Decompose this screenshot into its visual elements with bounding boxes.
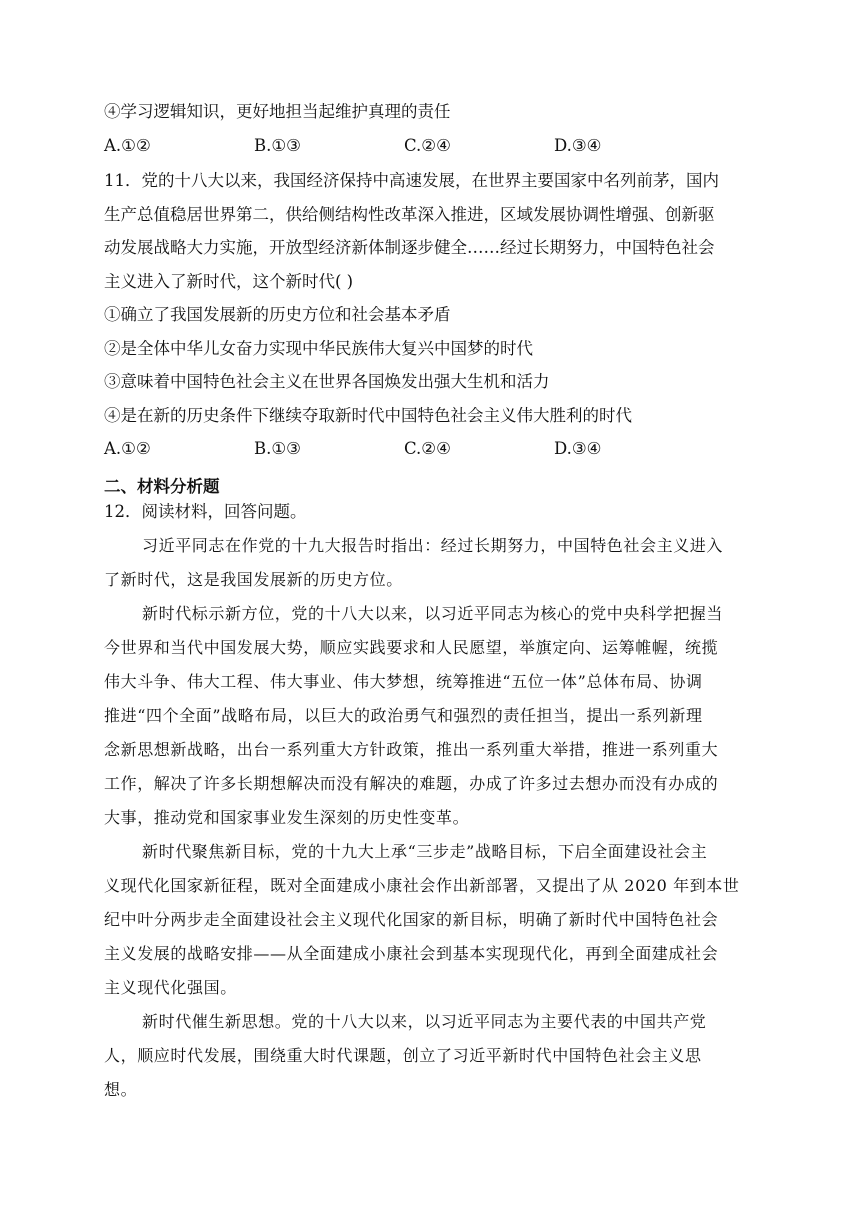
q11-choices xyxy=(104,437,764,461)
q10-choice-d[interactable]: D.③④ xyxy=(554,136,602,155)
q11-choice-b[interactable]: B.①③ xyxy=(254,439,301,458)
paragraph-line: 主义发展的战略安排——从全面建成小康社会到基本实现现代化，再到全面建成社会 xyxy=(104,944,719,963)
q10-option-4: ④学习逻辑知识，更好地担当起维护真理的责任 xyxy=(104,102,451,121)
q11-items xyxy=(104,298,764,432)
material-paragraph xyxy=(104,835,764,1005)
paragraph-line: 义现代化国家新征程，既对全面建成小康社会作出新部署，又提出了从 2020 年到本世 xyxy=(104,876,740,895)
paragraph-line: 念新思想新战略，出台一系列重大方针政策，推出一系列重大举措，推进一系列重大 xyxy=(104,740,719,759)
paragraph-line: 人，顺应时代发展，围绕重大时代课题，创立了习近平新时代中国特色社会主义思 xyxy=(104,1046,702,1065)
q10-choice-a[interactable]: A.①② xyxy=(104,136,151,155)
material-paragraph xyxy=(104,529,764,597)
q11-item-4: ④是在新的历史条件下继续夺取新时代中国特色社会主义伟大胜利的时代 xyxy=(104,405,632,425)
paragraph-line: 纪中叶分两步走全面建设社会主义现代化国家的新目标，明确了新时代中国特色社会 xyxy=(104,910,719,929)
q11-stem-line: 11．党的十八大以来，我国经济保持中高速发展，在世界主要国家中名列前茅，国内 xyxy=(104,171,719,190)
q11-choice-d[interactable]: D.③④ xyxy=(554,439,602,458)
q12-prompt: 12．阅读材料，回答问题。 xyxy=(104,502,307,521)
section-title: 二、材料分析题 xyxy=(104,477,220,496)
q12-material xyxy=(104,529,764,1107)
paragraph-line: 新时代聚焦新目标，党的十九大上承“三步走”战略目标，下启全面建设社会主 xyxy=(142,842,708,861)
material-paragraph xyxy=(104,597,764,835)
paragraph-line: 工作，解决了许多长期想解决而没有解决的难题，办成了许多过去想办而没有办成的 xyxy=(104,774,719,793)
document-page xyxy=(104,100,764,1107)
q11-stem-line: 生产总值稳居世界第二，供给侧结构性改革深入推进，区域发展协调性增强、创新驱 xyxy=(104,204,715,224)
paragraph-line: 新时代催生新思想。党的十八大以来，以习近平同志为主要代表的中国共产党 xyxy=(142,1012,707,1031)
paragraph-line: 了新时代，这是我国发展新的历史方位。 xyxy=(104,570,403,589)
paragraph-line: 习近平同志在作党的十九大报告时指出：经过长期努力，中国特色社会主义进入 xyxy=(142,536,724,555)
paragraph-line: 新时代标示新方位，党的十八大以来，以习近平同志为核心的党中央科学把握当 xyxy=(142,604,724,623)
q11-item-2: ②是全体中华儿女奋力实现中华民族伟大复兴中国梦的时代 xyxy=(104,338,533,358)
material-paragraph xyxy=(104,1005,764,1107)
q11-choice-a[interactable]: A.①② xyxy=(104,439,151,458)
q11-item-1: ①确立了我国发展新的历史方位和社会基本矛盾 xyxy=(104,305,451,324)
paragraph-line: 大事，推动党和国家事业发生深刻的历史性变革。 xyxy=(104,808,470,827)
q10-choices xyxy=(104,134,764,158)
q10-choice-c[interactable]: C.②④ xyxy=(404,136,451,155)
paragraph-line: 今世界和当代中国发展大势，顺应实践要求和人民愿望，举旗定向、运筹帷幄，统揽 xyxy=(104,638,719,657)
q11-stem-line: 主义进入了新时代，这个新时代( ) xyxy=(104,271,354,291)
q11-item-3: ③意味着中国特色社会主义在世界各国焕发出强大生机和活力 xyxy=(104,372,550,391)
paragraph-line: 想。 xyxy=(104,1080,138,1099)
q11-stem xyxy=(104,164,764,298)
paragraph-line: 主义现代化强国。 xyxy=(104,978,237,997)
q11-stem-line: 动发展战略大力实施，开放型经济新体制逐步健全……经过长期努力，中国特色社会 xyxy=(104,238,715,257)
q11-choice-c[interactable]: C.②④ xyxy=(404,439,451,458)
q10-choice-b[interactable]: B.①③ xyxy=(254,136,301,155)
paragraph-line: 推进“四个全面”战略布局，以巨大的政治勇气和强烈的责任担当，提出一系列新理 xyxy=(104,706,703,725)
paragraph-line: 伟大斗争、伟大工程、伟大事业、伟大梦想，统筹推进“五位一体”总体布局、协调 xyxy=(104,672,703,691)
